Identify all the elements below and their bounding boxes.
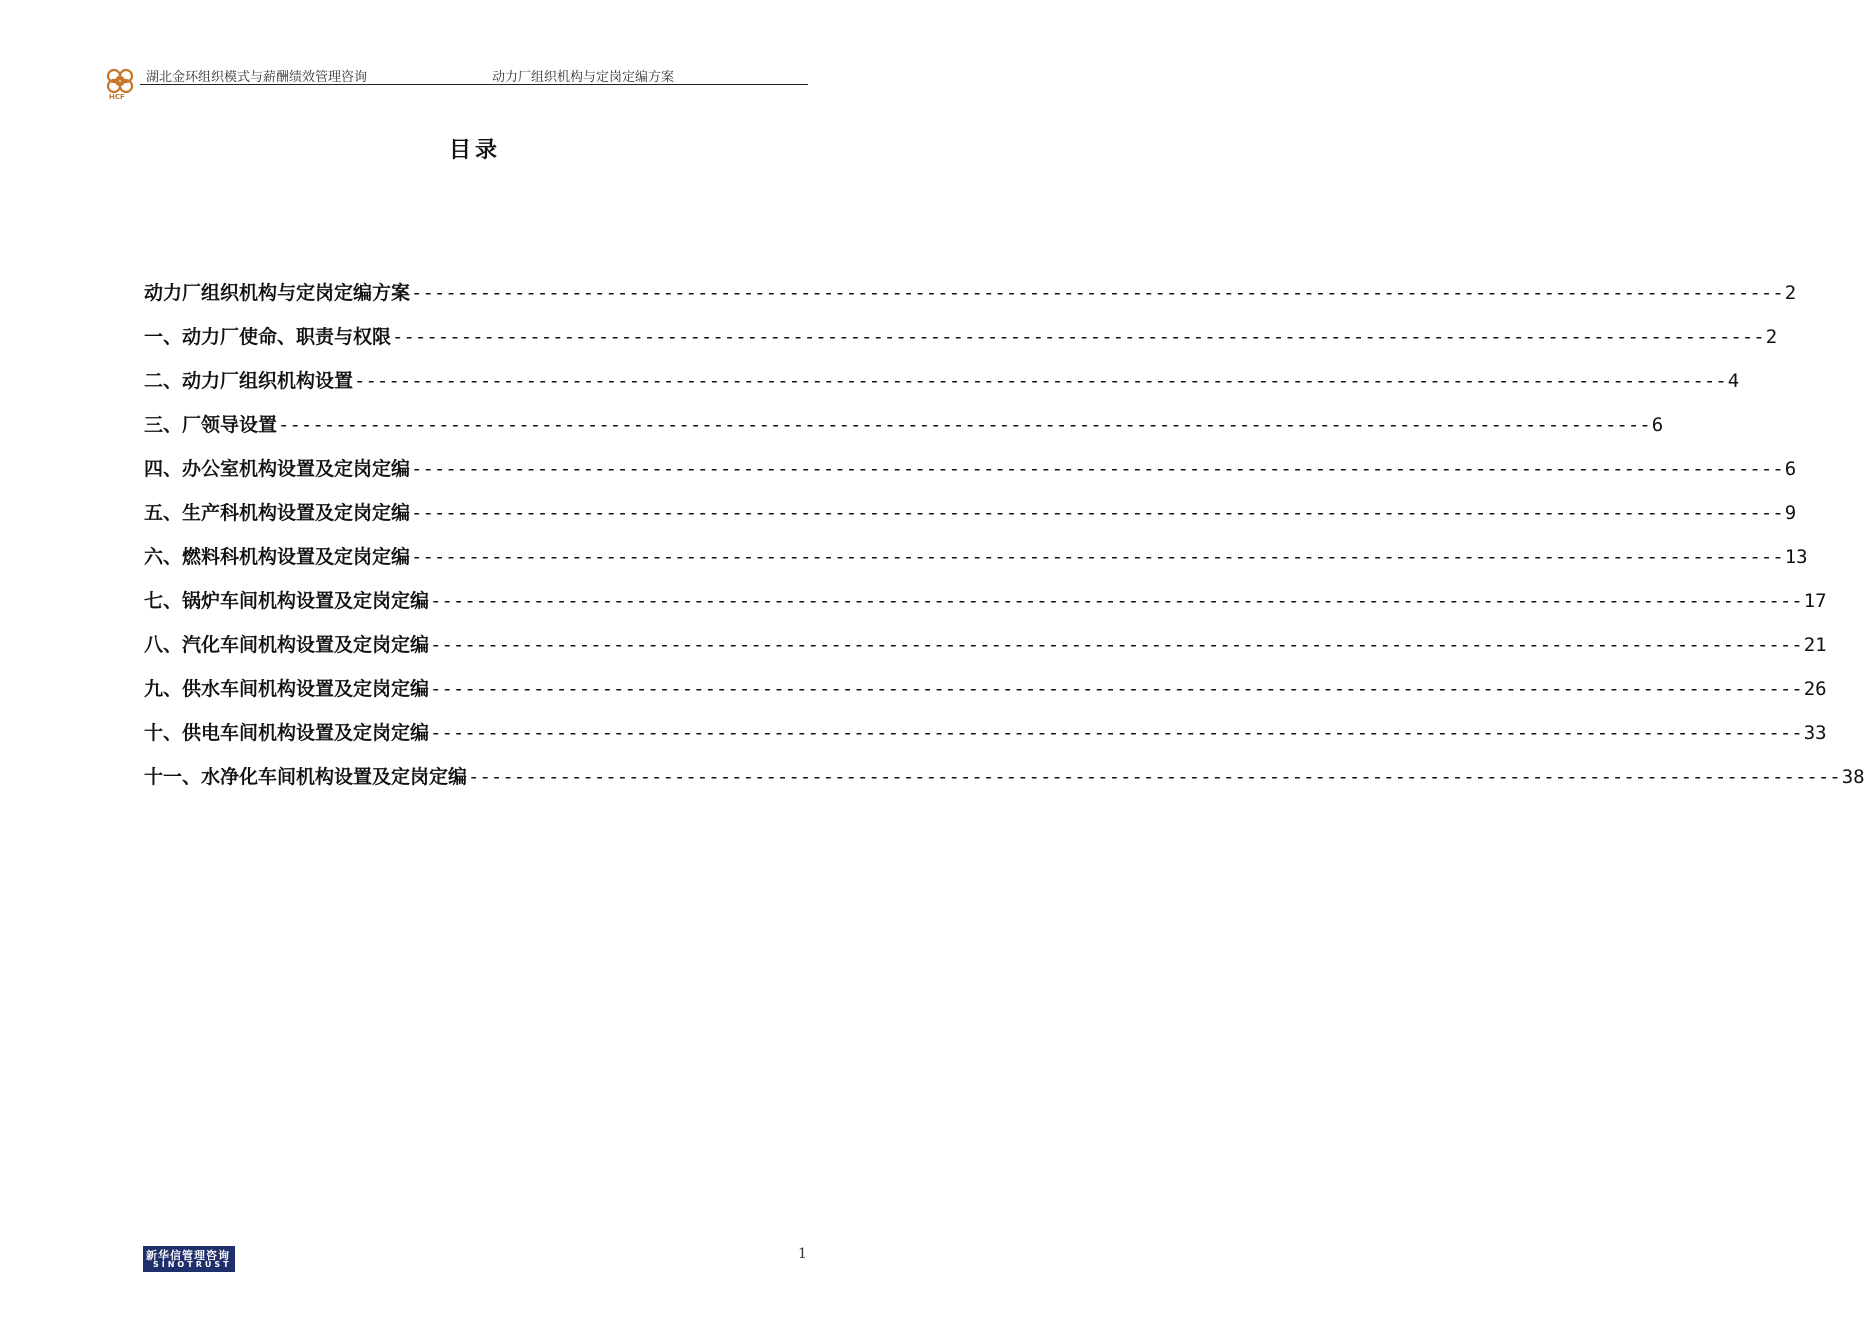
- toc-entry-number: 八、: [144, 634, 183, 656]
- toc-entry[interactable]: [144, 454, 1797, 498]
- sinotrust-logo: [143, 1246, 235, 1272]
- toc-leader-dashes: ------------------------------------------------------------------------------------------------------------------------: [430, 722, 1803, 744]
- toc-entry-page: 4: [1727, 370, 1740, 392]
- toc-entry[interactable]: [144, 762, 1865, 806]
- toc-entry[interactable]: [144, 498, 1797, 542]
- toc-leader-dashes: ------------------------------------------------------------------------------------------------------------------------: [468, 766, 1841, 788]
- toc-entry-title: 动力厂使命、职责与权限: [182, 326, 392, 348]
- toc-entry[interactable]: [144, 674, 1827, 718]
- toc-entry-number: 一、: [144, 326, 183, 348]
- toc-entry-number: 九、: [144, 678, 183, 700]
- toc-leader-dashes: ------------------------------------------------------------------------------------------------------------------------: [430, 678, 1803, 700]
- header-company: 湖北金环组织模式与薪酬绩效管理咨询: [146, 70, 368, 85]
- toc-entry-title: 办公室机构设置及定岗定编: [182, 458, 411, 480]
- toc-entry-title: 生产科机构设置及定岗定编: [182, 502, 411, 524]
- toc-entry-number: 二、: [144, 370, 183, 392]
- toc-entry[interactable]: [144, 410, 1664, 454]
- toc-entry[interactable]: [144, 542, 1808, 586]
- toc-leader-dashes: ------------------------------------------------------------------------------------------------------------------------: [430, 634, 1803, 656]
- toc-entry-number: 七、: [144, 590, 183, 612]
- page-header: [100, 62, 808, 106]
- toc-leader-dashes: ------------------------------------------------------------------------------------------------------------------------: [354, 370, 1727, 392]
- toc-entry[interactable]: [144, 322, 1778, 366]
- footer-logo-cn: 新华信管理咨询: [146, 1249, 230, 1262]
- toc-leader-dashes: ------------------------------------------------------------------------------------------------------------------------: [411, 502, 1784, 524]
- toc-entry-number: 三、: [144, 414, 183, 436]
- toc-entry-number: 六、: [144, 546, 183, 568]
- toc-entry-page: 17: [1803, 590, 1827, 612]
- toc-entry[interactable]: [144, 278, 1797, 322]
- toc-leader-dashes: ------------------------------------------------------------------------------------------------------------------------: [411, 282, 1784, 304]
- toc-entry-page: 2: [1784, 282, 1797, 304]
- toc-leader-dashes: ------------------------------------------------------------------------------------------------------------------------: [278, 414, 1651, 436]
- toc-entry-title: 锅炉车间机构设置及定岗定编: [182, 590, 430, 612]
- toc-entry-title: 厂领导设置: [182, 414, 278, 436]
- page-number: 1: [798, 1246, 807, 1262]
- toc-entry-page: 33: [1803, 722, 1827, 744]
- toc-entry-page: 38: [1841, 766, 1865, 788]
- toc-entry-title: 动力厂组织机构设置: [182, 370, 354, 392]
- toc-entry-number: 四、: [144, 458, 183, 480]
- toc-entry[interactable]: [144, 586, 1827, 630]
- toc-entry-number: 五、: [144, 502, 183, 524]
- toc-entry[interactable]: [144, 366, 1740, 410]
- toc-entry-number: 十一、: [144, 766, 202, 788]
- toc-leader-dashes: ------------------------------------------------------------------------------------------------------------------------: [411, 546, 1784, 568]
- header-rule: [140, 84, 808, 85]
- toc-leader-dashes: ------------------------------------------------------------------------------------------------------------------------: [411, 458, 1784, 480]
- toc-entry-title: 水净化车间机构设置及定岗定编: [201, 766, 468, 788]
- toc-entry-title: 动力厂组织机构与定岗定编方案: [144, 282, 411, 304]
- toc-entry-title: 燃料科机构设置及定岗定编: [182, 546, 411, 568]
- toc-entry-title: 汽化车间机构设置及定岗定编: [182, 634, 430, 656]
- toc-entry-number: 十、: [144, 722, 183, 744]
- logo-text: HCF: [109, 93, 125, 101]
- toc-entry-page: 6: [1784, 458, 1797, 480]
- footer-logo-en: SINOTRUST: [153, 1260, 232, 1269]
- table-of-contents: [144, 278, 1865, 806]
- toc-entry-page: 21: [1803, 634, 1827, 656]
- header-document-title: 动力厂组织机构与定岗定编方案: [492, 70, 675, 85]
- toc-leader-dashes: ------------------------------------------------------------------------------------------------------------------------: [392, 326, 1765, 348]
- toc-entry-page: 13: [1784, 546, 1808, 568]
- toc-title: 目录: [448, 137, 501, 163]
- toc-entry[interactable]: [144, 630, 1827, 674]
- toc-leader-dashes: ------------------------------------------------------------------------------------------------------------------------: [430, 590, 1803, 612]
- toc-entry-title: 供水车间机构设置及定岗定编: [182, 678, 430, 700]
- toc-entry-page: 9: [1784, 502, 1797, 524]
- toc-entry-page: 26: [1803, 678, 1827, 700]
- toc-entry-page: 2: [1765, 326, 1778, 348]
- toc-entry-title: 供电车间机构设置及定岗定编: [182, 722, 430, 744]
- toc-entry-page: 6: [1651, 414, 1664, 436]
- toc-entry[interactable]: [144, 718, 1827, 762]
